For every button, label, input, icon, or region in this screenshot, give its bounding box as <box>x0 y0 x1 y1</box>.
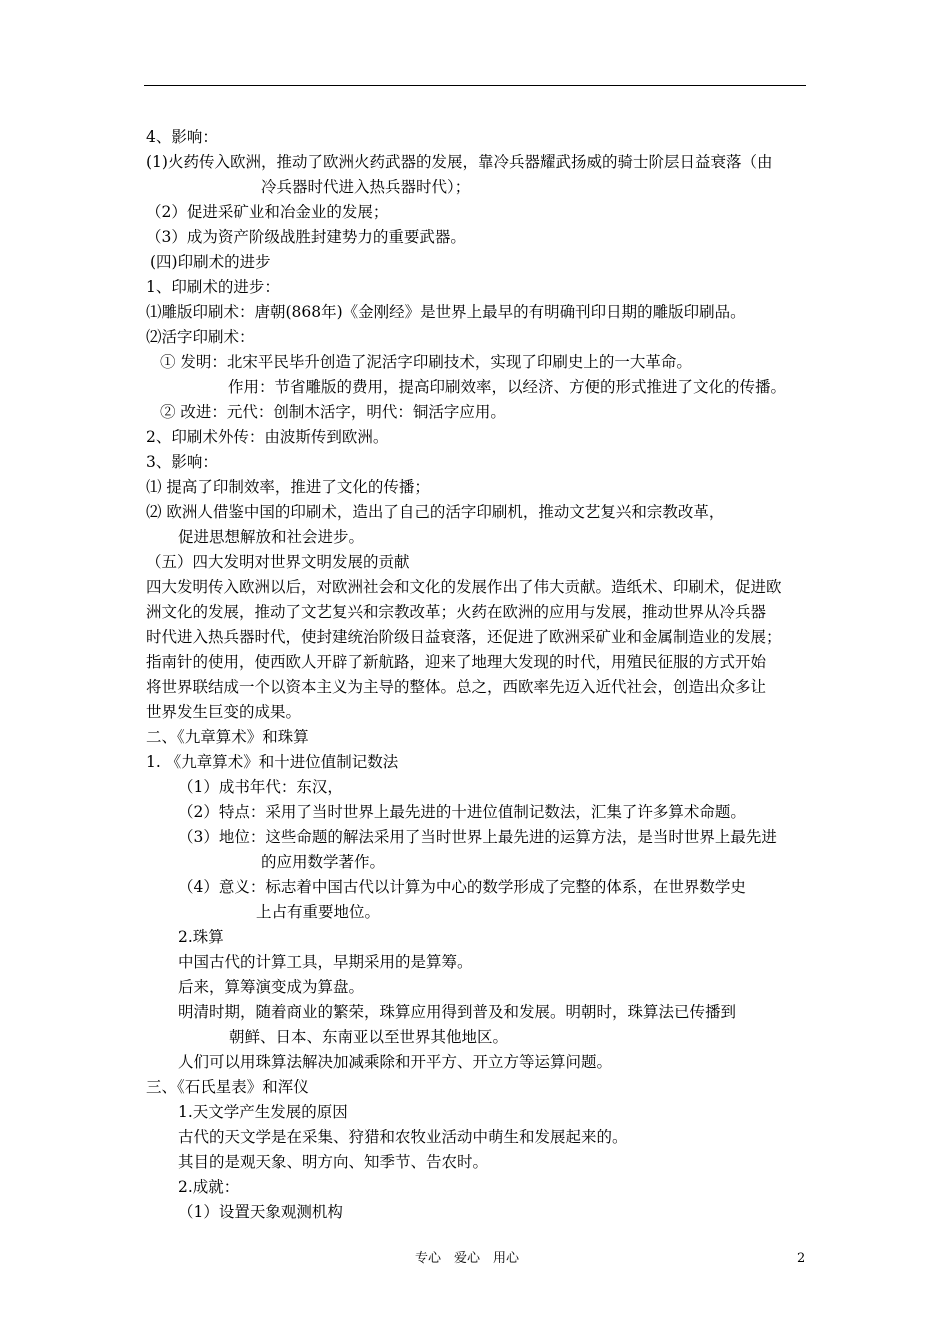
header-rule <box>144 85 806 86</box>
text-line: （1）设置天象观测机构 <box>178 1203 343 1221</box>
text-line: ⑵ 欧洲人借鉴中国的印刷术，造出了自己的活字印刷机，推动文艺复兴和宗教改革， <box>146 503 725 521</box>
text-line: 2、印刷术外传：由波斯传到欧洲。 <box>146 428 389 446</box>
text-line: 1、印刷术的进步： <box>146 278 280 296</box>
text-line: 3、影响： <box>146 453 218 471</box>
page-number: 2 <box>797 1251 806 1266</box>
paragraph-line: 世界发生巨变的成果。 <box>146 703 302 721</box>
section-heading: （五）四大发明对世界文明发展的贡献 <box>146 553 410 571</box>
text-line: 明清时期，随着商业的繁荣，珠算应用得到普及和发展。明朝时，珠算法已传播到 <box>178 1003 737 1021</box>
text-line: ① 发明：北宋平民毕升创造了泥活字印刷技术，实现了印刷史上的一大革命。 <box>160 353 692 371</box>
text-line: （1）成书年代：东汉， <box>178 778 343 796</box>
subsection-heading: 2.成就： <box>178 1178 240 1196</box>
text-line: （4）意义：标志着中国古代以计算为中心的数学形成了完整的体系，在世界数学史 <box>178 878 746 896</box>
footer-motto: 专心 爱心 用心 <box>415 1251 520 1266</box>
subsection-heading: 2.珠算 <box>178 928 224 946</box>
text-line: 古代的天文学是在采集、狩猎和农牧业活动中萌生和发展起来的。 <box>178 1128 628 1146</box>
text-line: 其目的是观天象、明方向、知季节、告农时。 <box>178 1153 489 1171</box>
paragraph-line: 洲文化的发展，推动了文艺复兴和宗教改革；火药在欧洲的应用与发展，推动世界从冷兵器 <box>146 603 767 621</box>
text-line: (1)火药传入欧洲，推动了欧洲火药武器的发展，靠冷兵器耀武扬威的骑士阶层日益衰落（由 <box>146 153 773 171</box>
text-line: （2）特点：采用了当时世界上最先进的十进位值制记数法，汇集了许多算术命题。 <box>178 803 746 821</box>
section-heading: 三、《石氏星表》和浑仪 <box>146 1078 309 1096</box>
text-line: ⑴雕版印刷术：唐朝(868年)《金刚经》是世界上最早的有明确刊印日期的雕版印刷品。 <box>146 303 746 321</box>
subsection-heading: 1.天文学产生发展的原因 <box>178 1103 348 1121</box>
text-line: ⑵活字印刷术： <box>146 328 255 346</box>
subsection-heading: 1. 《九章算术》和十进位值制记数法 <box>146 753 399 771</box>
text-line: ② 改进：元代：创制木活字，明代：铜活字应用。 <box>160 403 506 421</box>
text-line: 上占有重要地位。 <box>256 903 381 921</box>
paragraph-line: 四大发明传入欧洲以后，对欧洲社会和文化的发展作出了伟大贡献。造纸术、印刷术，促进欧 <box>146 578 782 596</box>
text-line: 作用：节省雕版的费用，提高印刷效率，以经济、方便的形式推进了文化的传播。 <box>228 378 787 396</box>
text-line: 促进思想解放和社会进步。 <box>178 528 365 546</box>
text-line: 冷兵器时代进入热兵器时代）； <box>261 178 471 196</box>
paragraph-line: 将世界联结成一个以资本主义为主导的整体。总之，西欧率先迈入近代社会，创造出众多让 <box>146 678 767 696</box>
text-line: 朝鲜、日本、东南亚以至世界其他地区。 <box>229 1028 509 1046</box>
text-line: （2）促进采矿业和冶金业的发展； <box>146 203 389 221</box>
text-line: ⑴ 提高了印制效率，推进了文化的传播； <box>146 478 430 496</box>
paragraph-line: 指南针的使用，使西欧人开辟了新航路，迎来了地理大发现的时代，用殖民征服的方式开始 <box>146 653 767 671</box>
text-line: 的应用数学著作。 <box>261 853 386 871</box>
text-line: 人们可以用珠算法解决加减乘除和开平方、开立方等运算问题。 <box>178 1053 613 1071</box>
text-line: 4、影响： <box>146 128 218 146</box>
section-heading: 二、《九章算术》和珠算 <box>146 728 309 746</box>
section-heading: (四)印刷术的进步 <box>150 253 271 271</box>
text-line: （3）地位：这些命题的解法采用了当时世界上最先进的运算方法，是当时世界上最先进 <box>178 828 777 846</box>
text-line: 中国古代的计算工具，早期采用的是算筹。 <box>178 953 473 971</box>
text-line: 后来，算筹演变成为算盘。 <box>178 978 365 996</box>
text-line: （3）成为资产阶级战胜封建势力的重要武器。 <box>146 228 466 246</box>
paragraph-line: 时代进入热兵器时代，使封建统治阶级日益衰落，还促进了欧洲采矿业和金属制造业的发展； <box>146 628 782 646</box>
